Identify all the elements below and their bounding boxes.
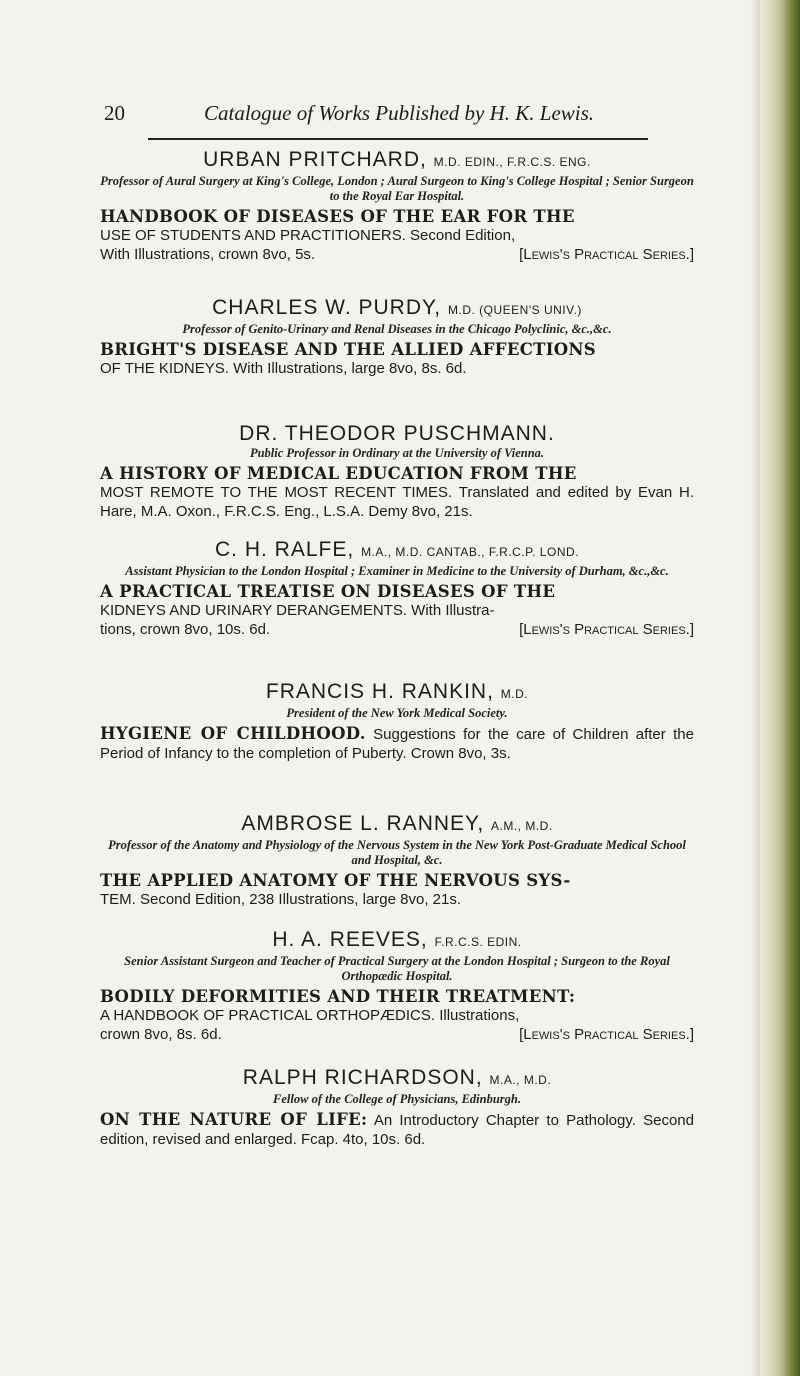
series-label: [Lewis's Practical Series.] <box>519 621 694 638</box>
catalogue-entry-pritchard <box>100 148 694 264</box>
catalogue-entry-puschmann <box>100 422 694 521</box>
book-details: A HANDBOOK OF PRACTICAL ORTHOPÆDICS. Illustrations, <box>100 1007 520 1024</box>
book-title: ON THE NATURE OF LIFE: <box>100 1110 368 1129</box>
book-details-last: tions, crown 8vo, 10s. 6d. <box>100 621 271 638</box>
book-description <box>100 871 694 909</box>
author-position: Fellow of the College of Physicians, Edinburgh. <box>273 1092 521 1106</box>
catalogue-entry-ralfe <box>100 538 694 639</box>
author-position: Public Professor in Ordinary at the University of Vienna. <box>249 446 545 460</box>
book-title: A HISTORY OF MEDICAL EDUCATION FROM THE <box>100 464 577 483</box>
author-position: President of the New York Medical Society. <box>286 706 508 720</box>
book-details: Suggestions for the care of Children after the Period of Infancy to the completion of Puberty. Crown 8vo, 3s. <box>100 726 694 762</box>
catalogue-entry-ranney <box>100 812 694 909</box>
book-details: An Introductory Chapter to Pathology. Second edition, revised and enlarged. Fcap. 4to, 10s. 6d. <box>100 1112 694 1148</box>
book-title: THE APPLIED ANATOMY OF THE NERVOUS SYS- <box>100 871 571 890</box>
author-position: Professor of the Anatomy and Physiology of the Nervous System in the New York Post-Graduate Medical School and Hospital, &c. <box>108 838 686 867</box>
author-name: AMBROSE L. RANNEY, A.M., M.D. <box>241 812 553 835</box>
book-details-last: With Illustrations, crown 8vo, 5s. <box>100 246 316 263</box>
author-name: CHARLES W. PURDY, M.D. (QUEEN'S UNIV.) <box>212 296 582 319</box>
book-title: HYGIENE OF CHILDHOOD. <box>100 724 366 743</box>
book-spine-edge <box>760 0 800 1376</box>
author-position: Professor of Aural Surgery at King's College, London ; Aural Surgeon to King's College Hospital ; Senior Surgeon to the Royal Ear Hospital. <box>100 174 694 203</box>
book-title: BODILY DEFORMITIES AND THEIR TREATMENT: <box>100 987 576 1006</box>
book-title: HANDBOOK OF DISEASES OF THE EAR FOR THE <box>100 207 575 226</box>
catalogue-entry-reeves <box>100 928 694 1044</box>
book-details-last: crown 8vo, 8s. 6d. <box>100 1026 222 1043</box>
author-position: Assistant Physician to the London Hospital ; Examiner in Medicine to the University of Durham, &c.,&c. <box>125 564 669 578</box>
book-details: MOST REMOTE TO THE MOST RECENT TIMES. Translated and edited by Evan H. Hare, M.A. Oxon., F.R.C.S. Eng., L.S.A. Demy 8vo, 21s. <box>100 484 694 520</box>
running-head <box>104 101 744 126</box>
book-details: USE OF STUDENTS AND PRACTITIONERS. Second Edition, <box>100 227 516 244</box>
book-title: A PRACTICAL TREATISE ON DISEASES OF THE <box>100 582 556 601</box>
author-name: URBAN PRITCHARD, M.D. EDIN., F.R.C.S. ENG. <box>203 148 591 171</box>
catalogue-entry-rankin <box>100 680 694 763</box>
author-name: C. H. RALFE, M.A., M.D. CANTAB., F.R.C.P. LOND. <box>215 538 579 561</box>
book-description <box>100 464 694 521</box>
header-rule <box>148 138 648 140</box>
author-name: H. A. REEVES, F.R.C.S. EDIN. <box>272 928 522 951</box>
book-description <box>100 340 694 378</box>
author-position: Professor of Genito-Urinary and Renal Diseases in the Chicago Polyclinic, &c.,&c. <box>182 322 612 336</box>
catalogue-entry-purdy <box>100 296 694 378</box>
running-title: Catalogue of Works Published by H. K. Lewis. <box>204 101 595 125</box>
book-details: OF THE KIDNEYS. With Illustrations, large 8vo, 8s. 6d. <box>100 360 467 377</box>
book-details: KIDNEYS AND URINARY DERANGEMENTS. With Illustra- <box>100 602 495 619</box>
author-name: DR. THEODOR PUSCHMANN. <box>239 422 555 445</box>
book-description <box>100 1110 694 1149</box>
series-label: [Lewis's Practical Series.] <box>519 1026 694 1043</box>
author-position: Senior Assistant Surgeon and Teacher of Practical Surgery at the London Hospital ; Surgeon to the Royal Orthopædic Hospital. <box>124 954 670 983</box>
book-description <box>100 987 694 1044</box>
book-details: TEM. Second Edition, 238 Illustrations, large 8vo, 21s. <box>100 891 462 908</box>
book-title: BRIGHT'S DISEASE AND THE ALLIED AFFECTIONS <box>100 340 596 359</box>
author-name: FRANCIS H. RANKIN, M.D. <box>265 680 529 703</box>
page-number: 20 <box>104 101 125 125</box>
series-label: [Lewis's Practical Series.] <box>519 246 694 263</box>
catalogue-entry-richardson <box>100 1066 694 1149</box>
book-description <box>100 724 694 763</box>
book-description <box>100 207 694 264</box>
book-description <box>100 582 694 639</box>
author-name: RALPH RICHARDSON, M.A., M.D. <box>242 1066 552 1089</box>
